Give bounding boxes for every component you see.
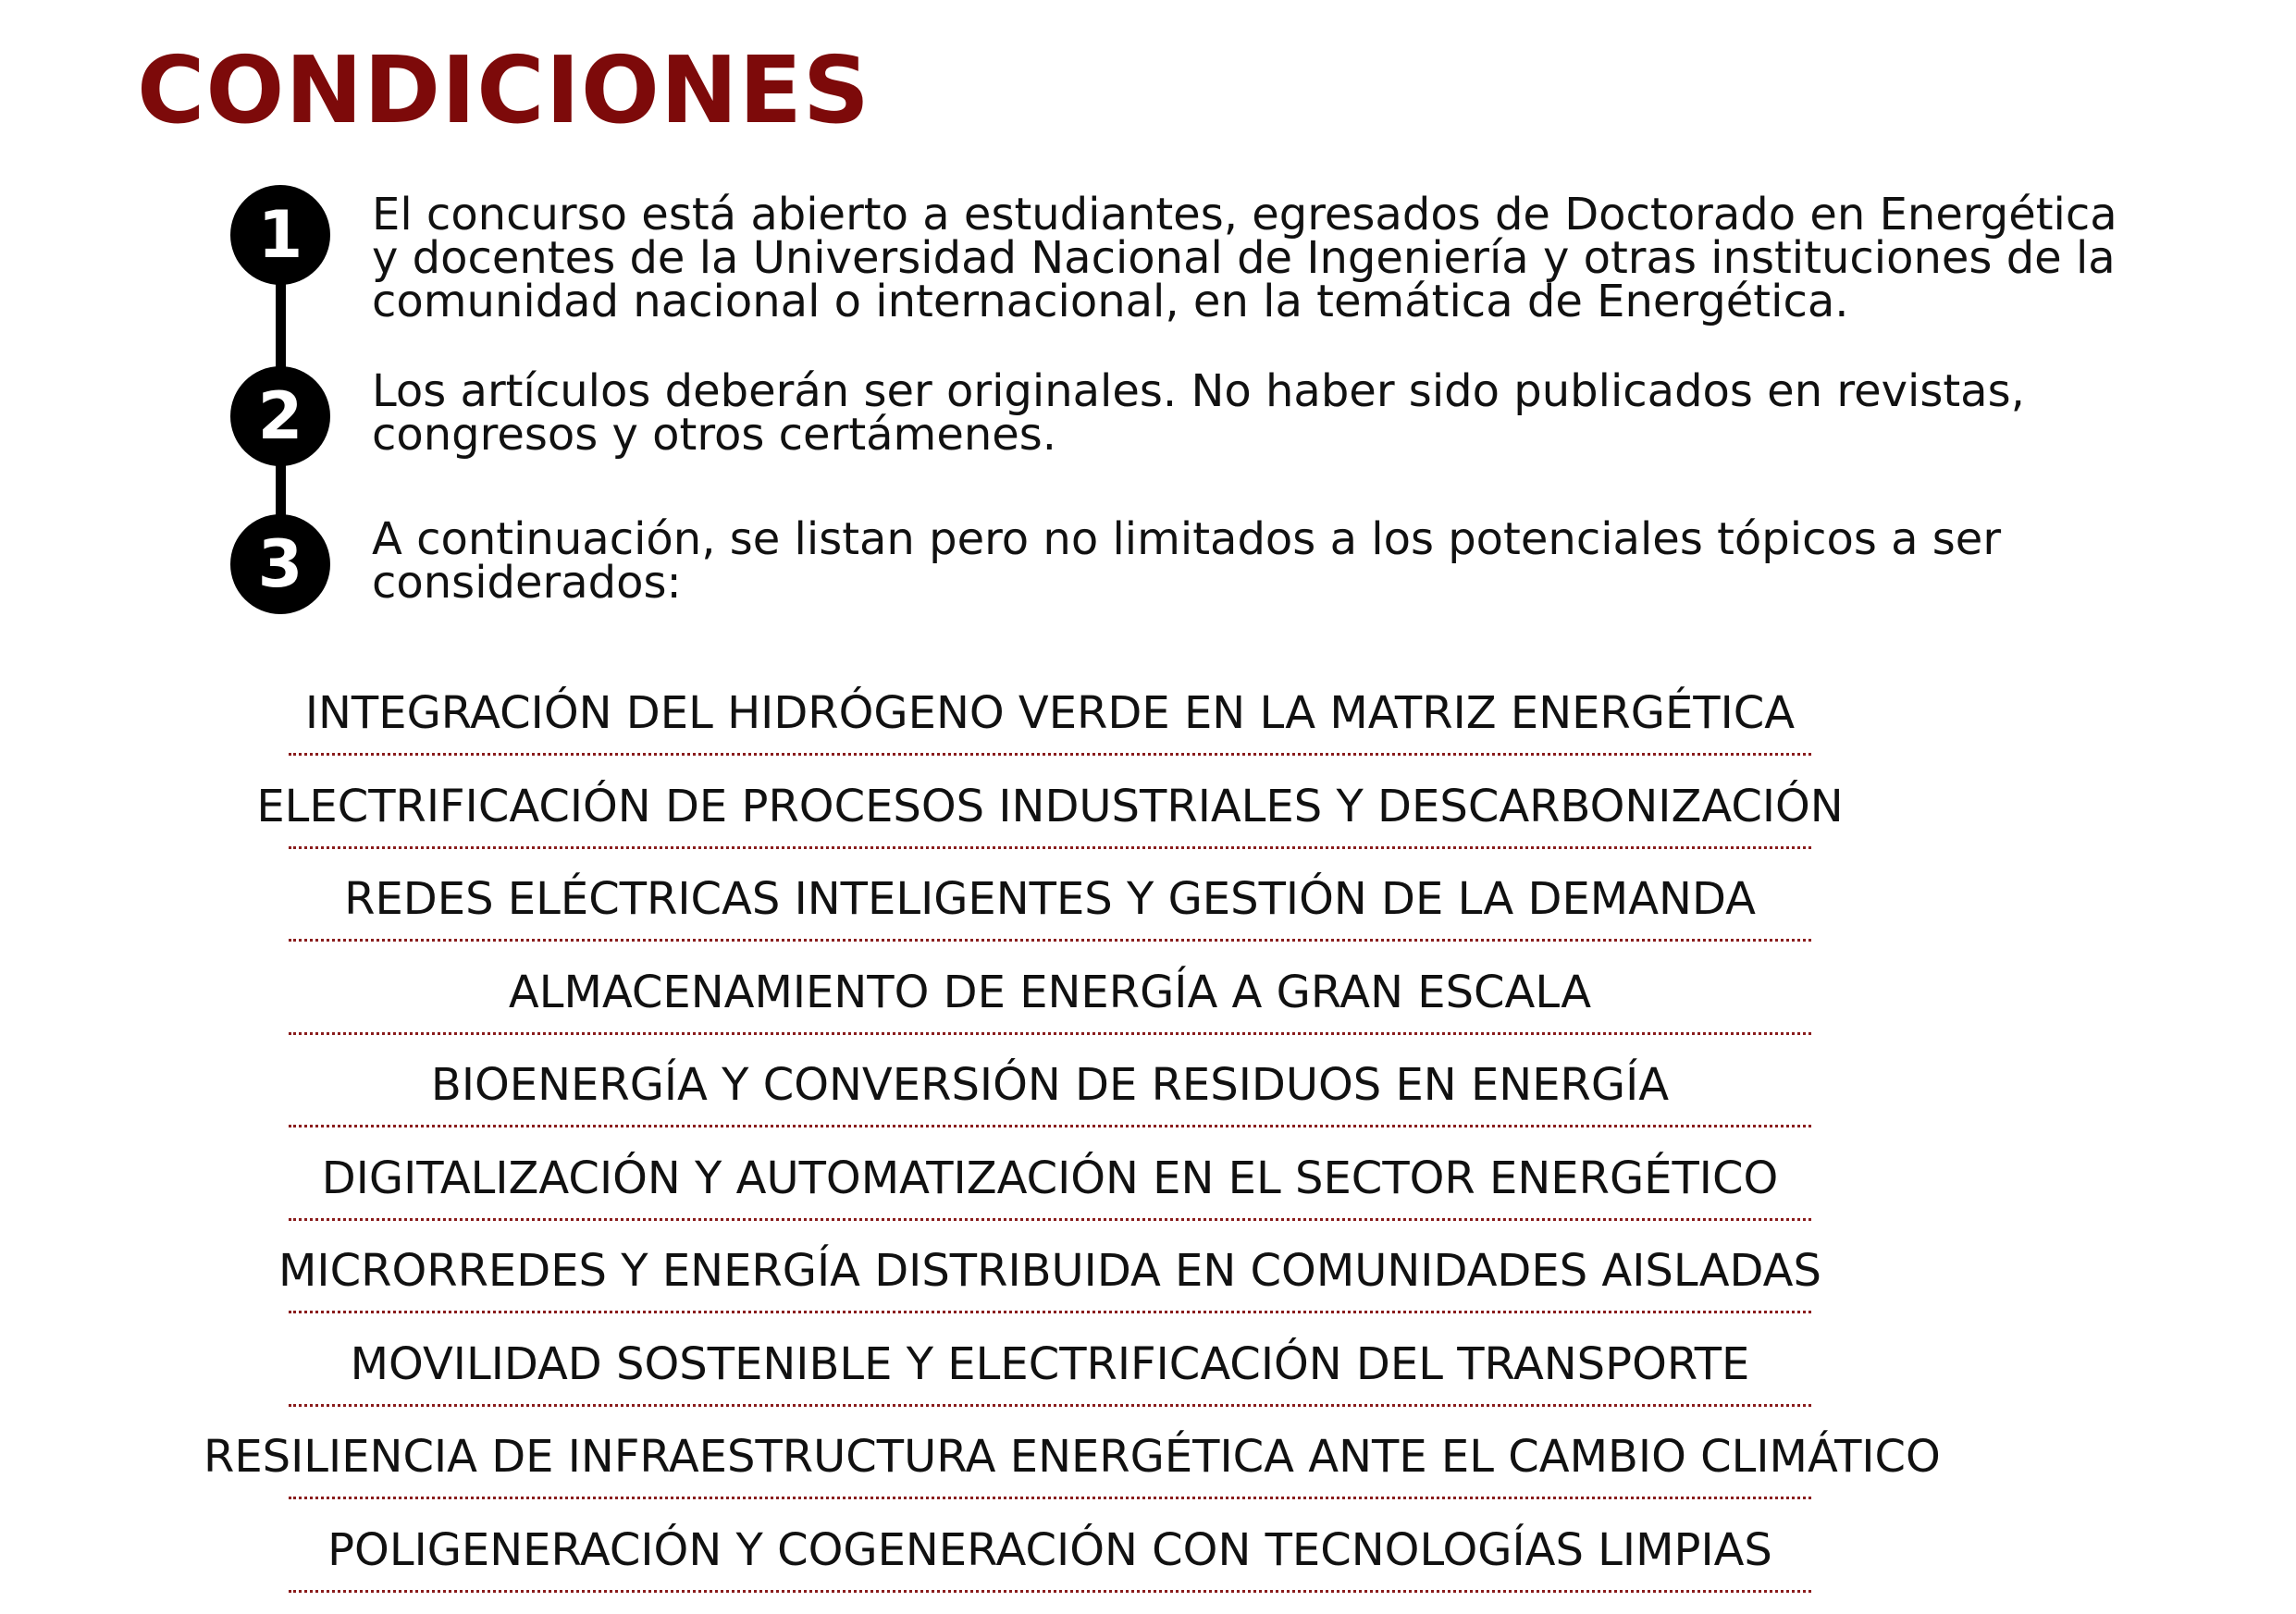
step-1-line-2: y docentes de la Universidad Nacional de Ingeniería y otras instituciones de la	[372, 232, 2116, 284]
page-title: CONDICIONES	[137, 36, 870, 144]
step-3-line-1: A continuación, se listan pero no limitados a los potenciales tópicos a ser	[372, 513, 2002, 565]
topic-label: REDES ELÉCTRICAS INTELIGENTES Y GESTIÓN DE LA DEMANDA	[344, 873, 1756, 925]
topic-item	[204, 1238, 1896, 1332]
topic-label: MOVILIDAD SOSTENIBLE Y ELECTRIFICACIÓN DEL TRANSPORTE	[350, 1337, 1750, 1390]
topic-divider	[289, 1311, 1811, 1313]
topic-item	[204, 681, 1896, 774]
step-3-text	[372, 513, 2277, 609]
topic-divider	[289, 846, 1811, 849]
topic-divider	[289, 1218, 1811, 1221]
topic-divider	[289, 1497, 1811, 1499]
topic-item	[204, 1332, 1896, 1425]
topic-divider	[289, 753, 1811, 756]
step-3-line-2: considerados:	[372, 557, 682, 609]
topic-divider	[289, 1032, 1811, 1035]
topic-label: BIOENERGÍA Y CONVERSIÓN DE RESIDUOS EN ENERGÍA	[430, 1059, 1670, 1111]
topic-item	[204, 1424, 1941, 1518]
topic-divider	[289, 1590, 1811, 1593]
topic-divider	[289, 1125, 1811, 1127]
topic-label: RESILIENCIA DE INFRAESTRUCTURA ENERGÉTICA ANTE EL CAMBIO CLIMÁTICO	[204, 1431, 1941, 1483]
step-2-line-2: congresos y otros certámenes.	[372, 409, 1057, 461]
topic-divider	[289, 1404, 1811, 1407]
topic-divider	[289, 939, 1811, 942]
topics-list	[204, 681, 1941, 1610]
step-1-number-badge: 1	[230, 185, 330, 285]
topic-label: ALMACENAMIENTO DE ENERGÍA A GRAN ESCALA	[508, 966, 1592, 1018]
topic-label: MICRORREDES Y ENERGÍA DISTRIBUIDA EN COMUNIDADES AISLADAS	[278, 1245, 1821, 1297]
topic-item	[204, 1518, 1896, 1611]
topic-label: ELECTRIFICACIÓN DE PROCESOS INDUSTRIALES Y DESCARBONIZACIÓN	[256, 780, 1844, 832]
topic-label: POLIGENERACIÓN Y COGENERACIÓN CON TECNOLOGÍAS LIMPIAS	[327, 1523, 1772, 1576]
topic-item	[204, 1053, 1896, 1146]
step-2-text	[372, 365, 2277, 461]
topic-label: DIGITALIZACIÓN Y AUTOMATIZACIÓN EN EL SECTOR ENERGÉTICO	[321, 1152, 1779, 1204]
step-1-text	[372, 189, 2277, 327]
topic-item	[204, 774, 1896, 868]
step-3-number-badge: 3	[230, 514, 330, 614]
step-1-line-3: comunidad nacional o internacional, en la temática de Energética.	[372, 276, 1849, 327]
topic-label: INTEGRACIÓN DEL HIDRÓGENO VERDE EN LA MATRIZ ENERGÉTICA	[304, 687, 1796, 739]
topic-item	[204, 867, 1896, 960]
step-2-number-badge: 2	[230, 366, 330, 466]
step-2-line-1: Los artículos deberán ser originales. No haber sido publicados en revistas,	[372, 365, 2025, 417]
step-1-line-1: El concurso está abierto a estudiantes, egresados de Doctorado en Energética	[372, 189, 2117, 240]
topic-item	[204, 1146, 1896, 1239]
topic-item	[204, 960, 1896, 1053]
